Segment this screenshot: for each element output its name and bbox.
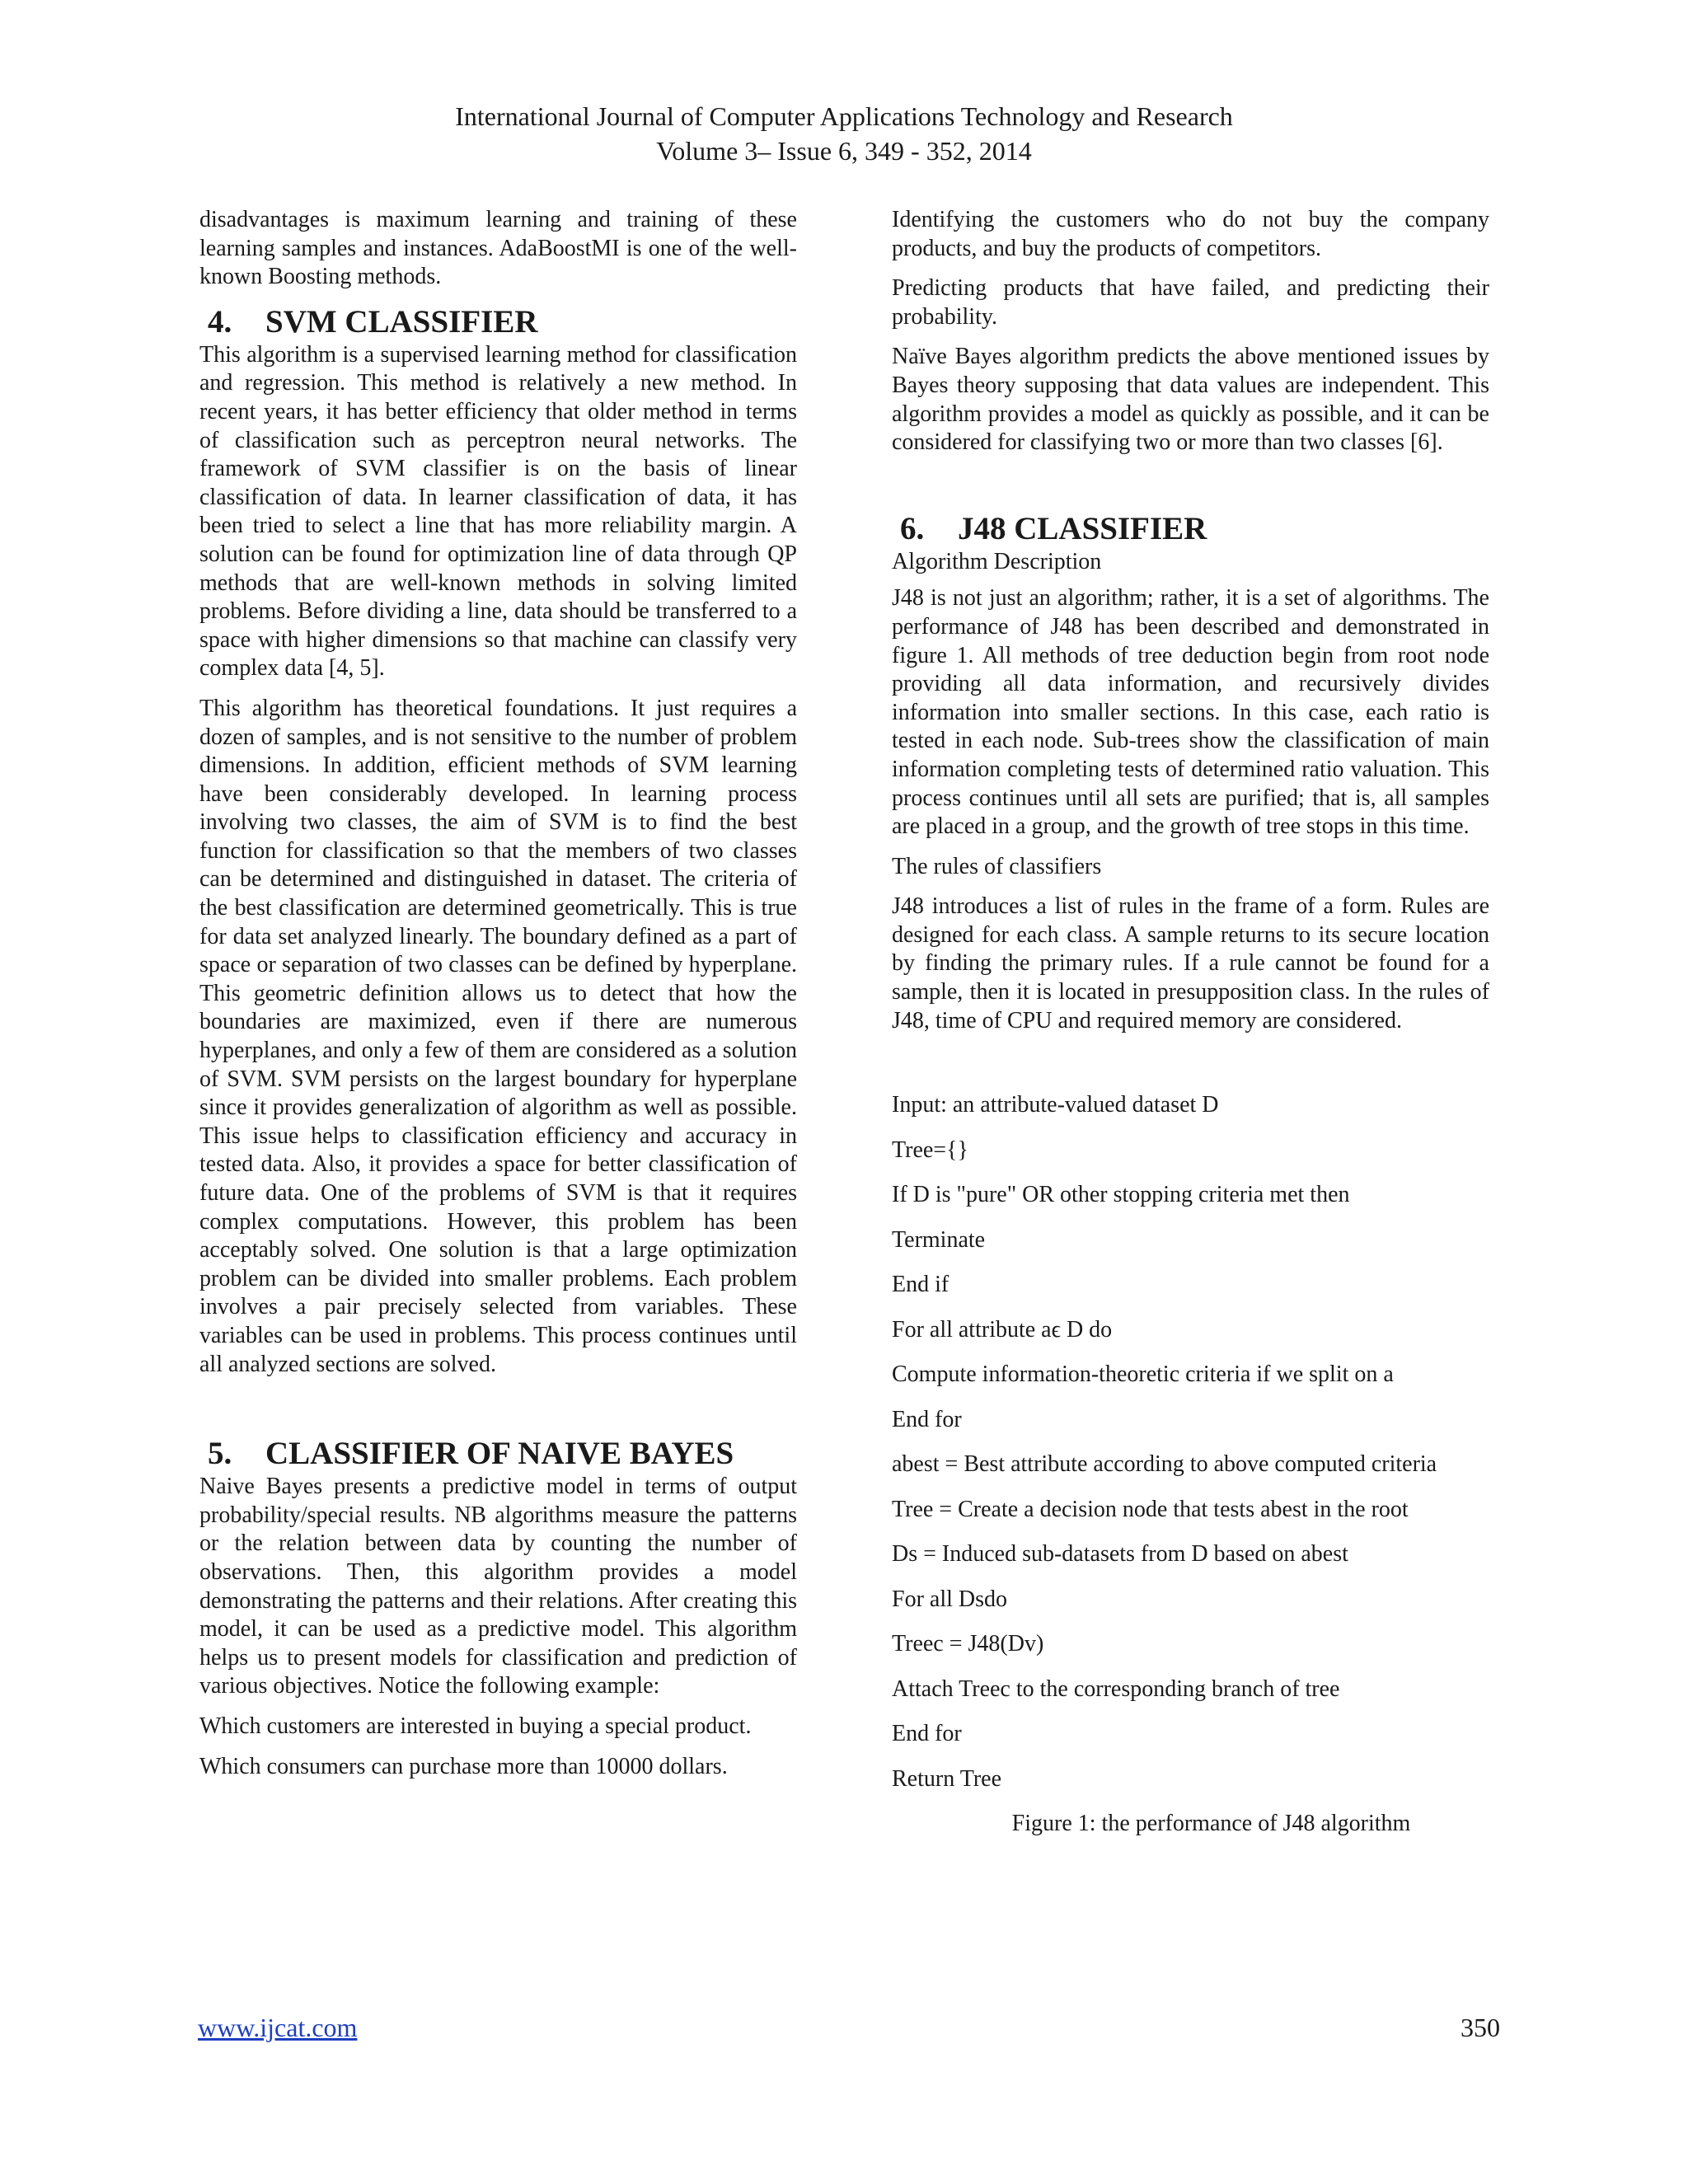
svm-paragraph-2: This algorithm has theoretical foundations. It just requires a dozen of samples, and is not sensitive to the number of problem dimensions. In addition, efficient methods of SVM learning have been considerably developed. In learning process involving two classes, the aim of SVM is to find the best function for classification so that the members of two classes can be determined and distinguished in dataset. The criteria of the best classification are determined geometrically. This is true for data set analyzed linearly. The boundary defined as a part of space or separation of two classes can be defined by hyperplane. This geometric definition allows us to detect that how the boundaries are maximized, even if there are numerous hyperplanes, and only a few of them are considered as a solution of SVM. SVM persists on the largest boundary for hyperplane since it provides generalization of algorithm as well as possible. This issue helps to classification efficiency and accuracy in tested data. Also, it provides a space for better classification of future data. One of the problems of SVM is that it requires complex computations. However, this problem has been acceptably solved. One solution is that a large optimization problem can be divided into smaller problems. Each problem involves a pair precisely selected from variables. These variables can be used in problems. This process continues until all analyzed sections are solved. [199, 695, 797, 1377]
section-number: 4. [208, 303, 232, 340]
left-column [199, 206, 797, 1793]
section-title: CLASSIFIER OF NAIVE BAYES [265, 1436, 734, 1472]
page-number: 350 [1461, 2013, 1500, 2042]
continuation-paragraph-1: Identifying the customers who do not buy the company products, and buy the products of competitors. [892, 207, 1489, 261]
subheading-algorithm-description: Algorithm Description [892, 548, 1102, 574]
algorithm-step: If D is "pure" OR other stopping criteria met then [892, 1182, 1350, 1208]
journal-header [0, 99, 1688, 168]
journal-volume: Volume 3– Issue 6, 349 - 352, 2014 [656, 136, 1032, 166]
section-number: 6. [900, 510, 925, 546]
algorithm-step: For all attribute aϵ D do [892, 1316, 1113, 1343]
section-title: SVM CLASSIFIER [265, 303, 538, 340]
continuation-paragraph-3: Naïve Bayes algorithm predicts the above mentioned issues by Bayes theory supposing that data values are independent. This algorithm provides a model as quickly as possible, and it can be considered for classifying two or more than two classes [6]. [892, 344, 1489, 456]
example-line-1: Which customers are interested in buying a special product. [199, 1713, 752, 1739]
section-heading-naive-bayes [199, 1435, 797, 1473]
naive-bayes-paragraph: Naive Bayes presents a predictive model in terms of output probability/special results. NB algorithms measure the patterns or the relation between data by counting the number of observations. Then, this algorithm provides a model demonstrating the patterns and their relations. After creating this model, it can be used as a predictive model. This algorithm helps us to present models for classification and prediction of various objectives. Notice the following example: [199, 1474, 797, 1699]
example-line-2: Which consumers can purchase more than 10000 dollars. [199, 1753, 728, 1779]
algorithm-step: End if [892, 1272, 950, 1298]
algorithm-step: Terminate [892, 1226, 986, 1253]
algorithm-step: abest = Best attribute according to above computed criteria [892, 1451, 1437, 1478]
figure-caption: Figure 1: the performance of J48 algorithm [1011, 1811, 1411, 1837]
right-column [892, 206, 1489, 1838]
algorithm-step: Ds = Induced sub-datasets from D based on abest [892, 1541, 1348, 1568]
algorithm-step: For all Dsdo [892, 1586, 1007, 1612]
algorithm-step: Return Tree [892, 1765, 1001, 1792]
j48-paragraph-1: J48 is not just an algorithm; rather, it is a set of algorithms. The performance of J48 has been described and demonstrated in figure 1. All methods of tree deduction begin from root node providing all data information, and recursively divides information into smaller sections. In this case, each ratio is tested in each node. Sub-trees show the classification of main information completing tests of determined ratio valuation. This process continues until all sets are purified; that is, all samples are placed in a group, and the growth of tree stops in this time. [892, 585, 1489, 840]
section-title: J48 CLASSIFIER [958, 510, 1207, 546]
journal-website-link[interactable]: www.ijcat.com [198, 2013, 358, 2042]
journal-title: International Journal of Computer Applications Technology and Research [455, 101, 1233, 131]
algorithm-step: Treec = J48(Dv) [892, 1631, 1044, 1657]
algorithm-step: End for [892, 1721, 962, 1747]
section-heading-svm [199, 303, 797, 341]
continuation-paragraph-2: Predicting products that have failed, and predicting their probability. [892, 275, 1489, 330]
algorithm-step: Input: an attribute-valued dataset D [892, 1092, 1219, 1118]
svm-paragraph-1: This algorithm is a supervised learning method for classification and regression. This method is relatively a new method. In recent years, it has better efficiency that older method in terms of classification such as perceptron neural networks. The framework of SVM classifier is on the basis of linear classification of data. In learner classification of data, it has been tried to select a line that has more reliability margin. A solution can be found for optimization line of data through QP methods that are well-known methods in solving limited problems. Before dividing a line, data should be transferred to a space with higher dimensions so that machine can classify very complex data [4, 5]. [199, 341, 797, 682]
section-number: 5. [208, 1436, 232, 1472]
algorithm-step: Tree = Create a decision node that tests abest in the root [892, 1496, 1409, 1522]
algorithm-step: End for [892, 1406, 962, 1432]
subheading-rules: The rules of classifiers [892, 853, 1102, 879]
algorithm-step: Tree={} [892, 1137, 968, 1163]
j48-paragraph-2: J48 introduces a list of rules in the frame of a form. Rules are designed for each class. A sample returns to its secure location by finding the primary rules. If a rule cannot be found for a sample, then it is located in presupposition class. In the rules of J48, time of CPU and required memory are considered. [892, 893, 1489, 1033]
section-heading-j48 [892, 510, 1489, 548]
algorithm-step: Compute information-theoretic criteria if we split on a [892, 1361, 1394, 1388]
j48-algorithm [892, 1091, 1489, 1810]
algorithm-step: Attach Treec to the corresponding branch of tree [892, 1675, 1340, 1702]
intro-paragraph: disadvantages is maximum learning and training of these learning samples and instances. AdaBoostMI is one of the well-known Boosting methods. [199, 207, 797, 290]
